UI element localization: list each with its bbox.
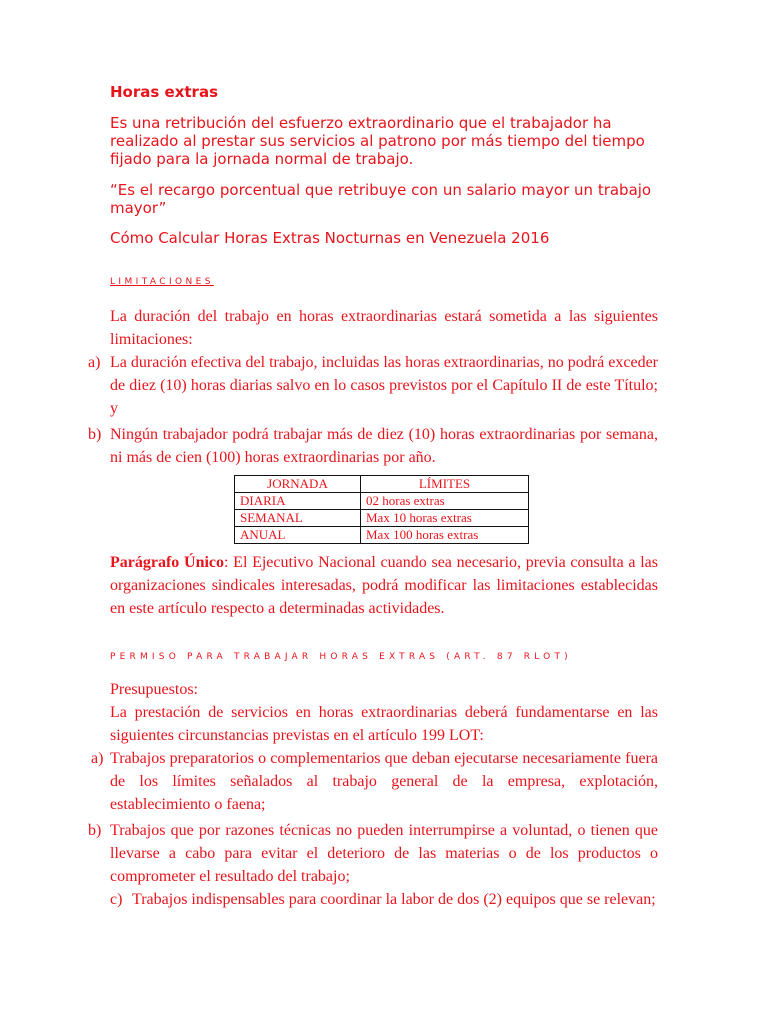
table-row [235, 527, 529, 544]
related-article-link[interactable]: Cómo Calcular Horas Extras Nocturnas en Venezuela 2016 [110, 229, 550, 247]
permiso-item-c [110, 888, 658, 911]
limitaciones-heading: LIMITACIONES [110, 277, 214, 287]
table-header-jornada: JORNADA [235, 476, 361, 493]
paragrafo-text: : El Ejecutivo Nacional cuando sea necesario, previa consulta a las organizaciones sindicales interesadas, podrá modificar las limitaciones establecidas en este artículo respecto a determinadas actividades. [110, 554, 658, 617]
table-header-row [235, 476, 529, 493]
table-cell: Max 10 horas extras [361, 510, 529, 527]
item-label: b) [88, 822, 102, 839]
quote-paragraph: “Es el recargo porcentual que retribuye con un salario mayor un trabajo mayor” [110, 181, 652, 217]
presupuestos-label: Presupuestos: [110, 681, 198, 698]
section-title: Horas extras [110, 83, 218, 101]
limitaciones-lead: La duración del trabajo en horas extraordinarias estará sometida a las siguientes limitaciones: [110, 308, 658, 348]
table-row [235, 510, 529, 527]
limitacion-item-a [88, 351, 658, 420]
table-row [235, 493, 529, 510]
item-text: Trabajos indispensables para coordinar la labor de dos (2) equipos que se relevan; [132, 891, 656, 908]
definition-paragraph: Es una retribución del esfuerzo extraordinario que el trabajador ha realizado al prestar sus servicios al patrono por más tiempo del tiempo fijado para la jornada normal de trabajo. [110, 114, 645, 168]
item-label: c) [110, 891, 123, 908]
table-cell: 02 horas extras [361, 493, 529, 510]
table-header-limites: LÍMITES [361, 476, 529, 493]
table-cell: Max 100 horas extras [361, 527, 529, 544]
permiso-lead: La prestación de servicios en horas extraordinarias deberá fundamentarse en las siguientes circunstancias previstas en el artículo 199 LOT: [110, 704, 658, 744]
table-cell: ANUAL [235, 527, 361, 544]
permiso-heading: PERMISO PARA TRABAJAR HORAS EXTRAS (ART. 87 RLOT) [110, 652, 572, 662]
item-text: Trabajos preparatorios o complementarios que deban ejecutarse necesariamente fuera de los límites señalados al trabajo general de la empresa, explotación, establecimiento o faena; [110, 750, 658, 813]
permiso-item-b [88, 819, 658, 888]
item-text: Trabajos que por razones técnicas no pueden interrumpirse a voluntad, o tienen que llevarse a cabo para evitar el deterioro de las materias o de los productos o comprometer el resultado del trabajo; [110, 822, 658, 885]
item-label: a) [91, 750, 104, 767]
item-label: b) [88, 426, 102, 443]
table-cell: DIARIA [235, 493, 361, 510]
item-label: a) [88, 354, 101, 371]
limitacion-item-b [88, 423, 658, 469]
table-cell: SEMANAL [235, 510, 361, 527]
item-text: La duración efectiva del trabajo, incluidas las horas extraordinarias, no podrá exceder de diez (10) horas diarias salvo en lo casos previstos por el Capítulo II de este Título; y [110, 354, 658, 417]
permiso-item-a [88, 747, 658, 816]
paragrafo-label: Parágrafo Único [110, 554, 225, 571]
limits-table [234, 475, 529, 544]
paragrafo-unico [110, 551, 658, 620]
item-text: Ningún trabajador podrá trabajar más de diez (10) horas extraordinarias por semana, ni más de cien (100) horas extraordinarias por año. [110, 426, 658, 466]
